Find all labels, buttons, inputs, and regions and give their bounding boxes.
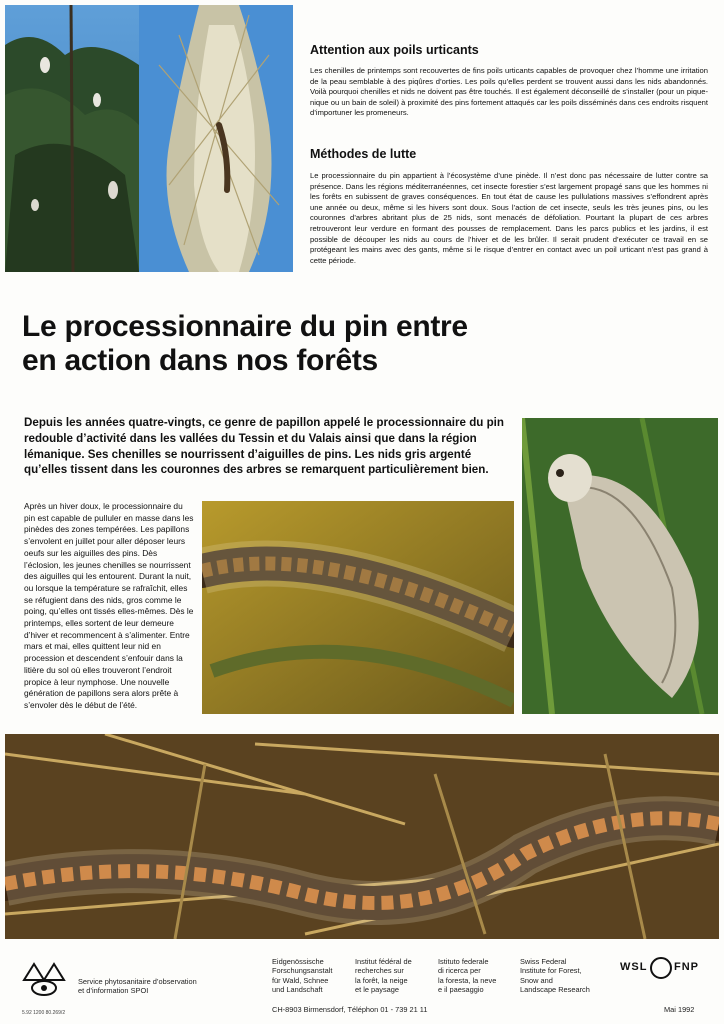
body-column-text: Après un hiver doux, le processionnaire du pin est capable de pulluler en masse dans les pinèdes des zones tempérées. Les papillons s’envolent en juillet pour aller déposer leurs oeufs sur les aiguilles des pins. Dès l’éclosion, les jeunes chenilles se nourrissent des aiguilles qui les entourent. Durant la nuit, ou lorsque la température se rafraîchit, elles se réfugient dans des nids, gros comme le poing, qu’elles ont tissés elles-mêmes. Dès le printemps, elles sortent de leur demeure d’hiver et recommencent à s’alimenter. Entre mars et mai, elles quittent leur nid en procession et descendent s’enfouir dans la litière du sol où elles trouveront l’endroit propice à leur nymphose. Une nouvelle génération de papillons sera alors prête à s’envoler dès le début de l’été.: [24, 501, 194, 710]
publication-date: Mai 1992: [664, 1005, 695, 1014]
address-phone: CH-8903 Birmensdorf, Téléphon 01 - 739 21 11: [272, 1005, 428, 1014]
page-title-line-2: en action dans nos forêts: [22, 344, 378, 377]
institute-french: Institut fédéral de recherches sur la forêt, la neige et le paysage: [355, 957, 412, 995]
service-name: Service phytosanitaire d’observation et d’information SPOI: [78, 977, 197, 996]
caterpillar-closeup-photo: [202, 501, 514, 714]
institute-german: Eidgenössische Forschungsanstalt für Wald, Schnee und Landschaft: [272, 957, 333, 995]
pine-tree-photo: [5, 5, 139, 272]
section-text-urticating-hairs: Les chenilles de printemps sont recouvertes de fins poils urticants capables de provoquer chez l’homme une irritation de la peau semblable à des piqûres d’orties. Les poils qu’elles perdent se trouvent aussi dans les nids abandonnés. Voilà pourquoi chenilles et nids ne doivent pas être touchés. Il est également déconseillé de s’installer (pour un pique-nique ou un bain de soleil) à proximité des pins fortement attaqués car les poils disséminés dans ces endroits risquent d’importuner les promeneurs.: [310, 66, 708, 118]
section-heading-urticating-hairs: Attention aux poils urticants: [310, 43, 479, 57]
spoi-logo: [22, 958, 66, 1000]
institute-italian: Istituto federale di ricerca per la foresta, la neve e il paesaggio: [438, 957, 497, 995]
wsl-fnp-logo: WSL FNP: [620, 955, 700, 981]
moth-photo: [522, 418, 718, 714]
silk-nest-photo: [139, 5, 293, 272]
caterpillar-procession-photo: [5, 734, 719, 939]
page-title-line-1: Le processionnaire du pin entre: [22, 310, 468, 343]
section-heading-control-methods: Méthodes de lutte: [310, 147, 417, 161]
print-code: 5.92 1200 80.269/2: [22, 1010, 66, 1016]
lead-paragraph: Depuis les années quatre-vingts, ce genre de papillon appelé le processionnaire du pin redouble d’activité dans les vallées du Tessin et du Valais ainsi que dans la région lémanique. Ses chenilles se nourrissent d’aiguilles de pins. Les nids gris argenté qu’elles tissent dans les couronnes des arbres se remarquent particulièrement bien.: [24, 416, 504, 477]
institute-english: Swiss Federal Institute for Forest, Snow and Landscape Research: [520, 957, 590, 995]
section-text-control-methods: Le processionnaire du pin appartient à l’écosystème d’une pinède. Il n’est donc pas nécessaire de lutter contre sa présence. Dans les régions méditerranéennes, cet insecte forestier s’est largement propagé sans que les hommes ni les forêts en subissent de graves conséquences. En tout état de cause les pullulations massives s’effondrent après une année ou deux, même si les hivers sont doux. Sous l’action de cet insecte, seuls les très jeunes pins, ou les couronnes d’arbres abritant plus de 25 nids, sont menacés de défoliation. Pourtant la plupart de ces arbres retrouveront leur verdure en formant des pousses de remplacement. Dans les parcs publics et les jardins, il est possible de découper les nids au cours de l’hiver et de les brûler. Il serait prudent d’exécuter ce travail en se protégeant les mains avec des gants, même si le risque d’entrer en contact avec un poil urticant n’est pas grand à cette période.: [310, 171, 708, 265]
